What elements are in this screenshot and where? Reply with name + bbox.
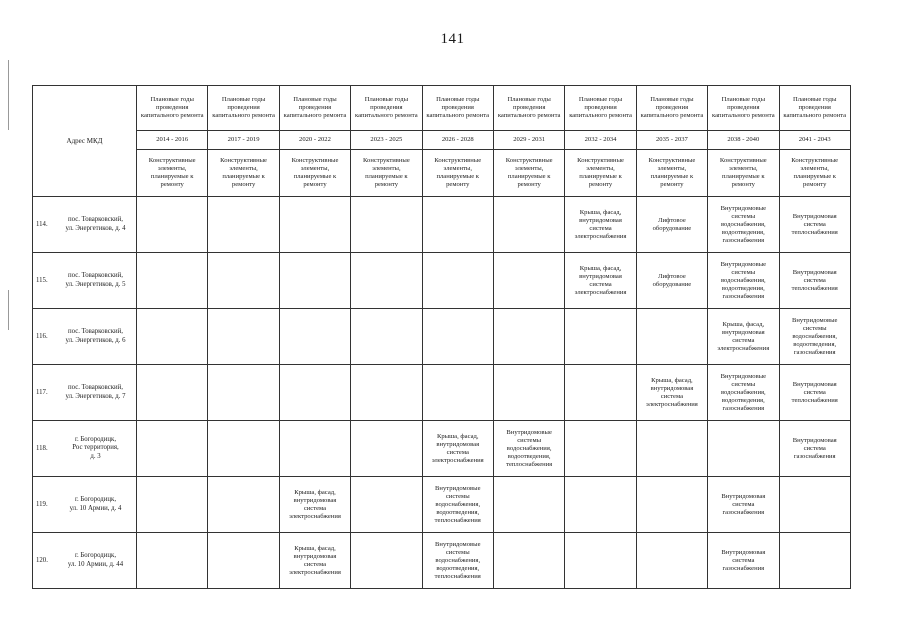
work-cell bbox=[493, 533, 564, 589]
work-cell bbox=[422, 365, 493, 421]
elements-header: Конструктивные элементы, планируемые к ремонту bbox=[708, 150, 779, 197]
work-cell bbox=[137, 421, 208, 477]
table-row bbox=[33, 253, 851, 309]
scan-margin-mark bbox=[8, 60, 9, 130]
address-text: пос. Товарковский, ул. Энергетиков, д. 7 bbox=[65, 384, 126, 400]
elements-header: Конструктивные элементы, планируемые к ремонту bbox=[493, 150, 564, 197]
work-cell bbox=[708, 533, 779, 589]
scan-margin-mark bbox=[8, 290, 9, 330]
work-cell bbox=[279, 533, 350, 589]
work-cell bbox=[208, 253, 279, 309]
work-cell bbox=[636, 197, 707, 253]
elements-header: Конструктивные элементы, планируемые к ремонту bbox=[137, 150, 208, 197]
work-description: Крыша, фасад, внутридомовая система электроснабжения bbox=[431, 432, 484, 464]
address-cell bbox=[33, 477, 137, 533]
work-cell bbox=[351, 533, 422, 589]
period-label-header: Плановые годы проведения капитального ремонта bbox=[351, 86, 422, 131]
work-cell bbox=[137, 197, 208, 253]
work-cell bbox=[565, 533, 636, 589]
work-cell bbox=[493, 197, 564, 253]
address-column-header: Адрес МКД bbox=[33, 86, 137, 197]
work-cell bbox=[351, 365, 422, 421]
work-cell bbox=[279, 253, 350, 309]
work-cell bbox=[422, 533, 493, 589]
work-description: Крыша, фасад, внутридомовая система электроснабжения bbox=[574, 208, 627, 240]
work-cell bbox=[636, 421, 707, 477]
period-years-header: 2041 - 2043 bbox=[779, 131, 850, 150]
work-cell bbox=[279, 477, 350, 533]
work-cell bbox=[351, 197, 422, 253]
period-years-header: 2029 - 2031 bbox=[493, 131, 564, 150]
work-description: Крыша, фасад, внутридомовая система электроснабжения bbox=[717, 320, 770, 352]
work-cell bbox=[708, 365, 779, 421]
address-text: пос. Товарковский, ул. Энергетиков, д. 4 bbox=[65, 216, 126, 232]
period-label-header: Плановые годы проведения капитального ремонта bbox=[137, 86, 208, 131]
work-cell bbox=[565, 477, 636, 533]
work-description: Внутридомовые системы водоснабжения, водоотведения, теплоснабжения bbox=[434, 484, 481, 524]
elements-header: Конструктивные элементы, планируемые к ремонту bbox=[208, 150, 279, 197]
work-cell bbox=[137, 253, 208, 309]
work-cell bbox=[422, 421, 493, 477]
row-number: 114. bbox=[36, 220, 48, 228]
row-number: 116. bbox=[36, 332, 48, 340]
address-cell bbox=[33, 533, 137, 589]
work-cell bbox=[779, 253, 850, 309]
work-description: Крыша, фасад, внутридомовая система электроснабжения bbox=[289, 488, 341, 520]
elements-header: Конструктивные элементы, планируемые к ремонту bbox=[351, 150, 422, 197]
work-cell bbox=[137, 309, 208, 365]
row-number: 120. bbox=[36, 556, 48, 564]
period-label-header: Плановые годы проведения капитального ремонта bbox=[422, 86, 493, 131]
table-row bbox=[33, 365, 851, 421]
work-cell bbox=[779, 533, 850, 589]
work-cell bbox=[493, 253, 564, 309]
table-row bbox=[33, 477, 851, 533]
work-cell bbox=[351, 253, 422, 309]
work-cell bbox=[351, 309, 422, 365]
work-cell bbox=[279, 197, 350, 253]
period-years-header: 2026 - 2028 bbox=[422, 131, 493, 150]
table-row bbox=[33, 309, 851, 365]
period-years-header: 2032 - 2034 bbox=[565, 131, 636, 150]
address-cell bbox=[33, 365, 137, 421]
work-cell bbox=[565, 253, 636, 309]
work-cell bbox=[493, 309, 564, 365]
work-cell bbox=[708, 309, 779, 365]
period-years-header: 2023 - 2025 bbox=[351, 131, 422, 150]
work-cell bbox=[708, 197, 779, 253]
table-row bbox=[33, 197, 851, 253]
period-label-header: Плановые годы проведения капитального ремонта bbox=[565, 86, 636, 131]
table-row bbox=[33, 533, 851, 589]
work-cell bbox=[208, 365, 279, 421]
address-text: г. Богородицк, ул. 10 Армии, д. 4 bbox=[69, 496, 122, 512]
work-description: Внутридомовые системы водоснабжения, водоотведения, газоснабжения bbox=[720, 260, 767, 300]
work-cell bbox=[565, 421, 636, 477]
elements-header: Конструктивные элементы, планируемые к ремонту bbox=[279, 150, 350, 197]
work-cell bbox=[351, 421, 422, 477]
work-cell bbox=[493, 365, 564, 421]
elements-header: Конструктивные элементы, планируемые к ремонту bbox=[779, 150, 850, 197]
period-label-header: Плановые годы проведения капитального ремонта bbox=[708, 86, 779, 131]
work-cell bbox=[779, 365, 850, 421]
row-number: 119. bbox=[36, 500, 48, 508]
work-cell bbox=[779, 421, 850, 477]
period-label-header: Плановые годы проведения капитального ремонта bbox=[493, 86, 564, 131]
work-cell bbox=[137, 365, 208, 421]
work-description: Внутридомовые системы водоснабжения, водоотведения, теплоснабжения bbox=[434, 540, 481, 580]
work-cell bbox=[708, 421, 779, 477]
work-description: Внутридомовая система газоснабжения bbox=[721, 548, 766, 572]
period-years-header: 2014 - 2016 bbox=[137, 131, 208, 150]
work-description: Внутридомовая система газоснабжения bbox=[792, 436, 837, 460]
address-cell bbox=[33, 197, 137, 253]
elements-header: Конструктивные элементы, планируемые к ремонту bbox=[422, 150, 493, 197]
repair-schedule-table bbox=[32, 85, 850, 589]
work-description: Крыша, фасад, внутридомовая система электроснабжения bbox=[646, 376, 698, 408]
work-cell bbox=[208, 477, 279, 533]
work-cell bbox=[208, 197, 279, 253]
row-number: 118. bbox=[36, 444, 48, 452]
work-description: Внутридомовая система теплоснабжения bbox=[791, 380, 838, 404]
work-cell bbox=[137, 533, 208, 589]
work-cell bbox=[636, 309, 707, 365]
address-text: г. Богородицк, ул. 10 Армии, д. 44 bbox=[67, 552, 124, 568]
address-cell bbox=[33, 309, 137, 365]
period-years-header: 2020 - 2022 bbox=[279, 131, 350, 150]
address-text: пос. Товарковский, ул. Энергетиков, д. 6 bbox=[65, 328, 126, 344]
row-number: 117. bbox=[36, 388, 48, 396]
work-cell bbox=[422, 309, 493, 365]
work-cell bbox=[708, 477, 779, 533]
work-cell bbox=[208, 533, 279, 589]
work-description: Внутридомовые системы водоснабжения, водоотведения, газоснабжения bbox=[791, 316, 838, 356]
work-cell bbox=[493, 421, 564, 477]
work-cell bbox=[708, 253, 779, 309]
address-cell bbox=[33, 421, 137, 477]
work-cell bbox=[422, 197, 493, 253]
work-cell bbox=[279, 365, 350, 421]
elements-header: Конструктивные элементы, планируемые к ремонту bbox=[565, 150, 636, 197]
work-cell bbox=[137, 477, 208, 533]
address-text: г. Богородицк, Рос территория, д. 3 bbox=[72, 435, 119, 460]
work-cell bbox=[422, 253, 493, 309]
elements-header: Конструктивные элементы, планируемые к ремонту bbox=[636, 150, 707, 197]
work-cell bbox=[565, 309, 636, 365]
table-row bbox=[33, 421, 851, 477]
address-text: пос. Товарковский, ул. Энергетиков, д. 5 bbox=[65, 272, 126, 288]
work-cell bbox=[351, 477, 422, 533]
period-label-header: Плановые годы проведения капитального ремонта bbox=[779, 86, 850, 131]
work-cell bbox=[779, 477, 850, 533]
work-description: Внутридомовые системы водоснабжения, водоотведения, газоснабжения bbox=[720, 372, 767, 412]
period-years-header: 2035 - 2037 bbox=[636, 131, 707, 150]
work-cell bbox=[565, 365, 636, 421]
work-cell bbox=[565, 197, 636, 253]
work-description: Лифтовое оборудование bbox=[652, 216, 692, 232]
period-label-header: Плановые годы проведения капитального ремонта bbox=[279, 86, 350, 131]
work-cell bbox=[279, 421, 350, 477]
work-cell bbox=[636, 533, 707, 589]
work-description: Лифтовое оборудование bbox=[652, 272, 692, 288]
row-number: 115. bbox=[36, 276, 48, 284]
work-cell bbox=[208, 309, 279, 365]
work-description: Внутридомовая система газоснабжения bbox=[721, 492, 766, 516]
work-cell bbox=[636, 253, 707, 309]
work-description: Крыша, фасад, внутридомовая система электроснабжения bbox=[574, 264, 627, 296]
work-cell bbox=[636, 365, 707, 421]
work-cell bbox=[422, 477, 493, 533]
period-label-header: Плановые годы проведения капитального ремонта bbox=[636, 86, 707, 131]
work-description: Внутридомовые системы водоснабжения, водоотведения, газоснабжения bbox=[720, 204, 767, 244]
period-label-header: Плановые годы проведения капитального ремонта bbox=[208, 86, 279, 131]
period-years-header: 2017 - 2019 bbox=[208, 131, 279, 150]
address-cell bbox=[33, 253, 137, 309]
period-years-header: 2038 - 2040 bbox=[708, 131, 779, 150]
work-cell bbox=[493, 477, 564, 533]
work-cell bbox=[779, 309, 850, 365]
work-description: Крыша, фасад, внутридомовая система электроснабжения bbox=[289, 544, 341, 576]
work-cell bbox=[208, 421, 279, 477]
work-description: Внутридомовая система теплоснабжения bbox=[791, 268, 838, 292]
work-cell bbox=[779, 197, 850, 253]
work-description: Внутридомовая система теплоснабжения bbox=[791, 212, 838, 236]
work-description: Внутридомовые системы водоснабжения, водоотведения, теплоснабжения bbox=[506, 428, 553, 468]
work-cell bbox=[279, 309, 350, 365]
page-number: 141 bbox=[440, 31, 465, 47]
work-cell bbox=[636, 477, 707, 533]
